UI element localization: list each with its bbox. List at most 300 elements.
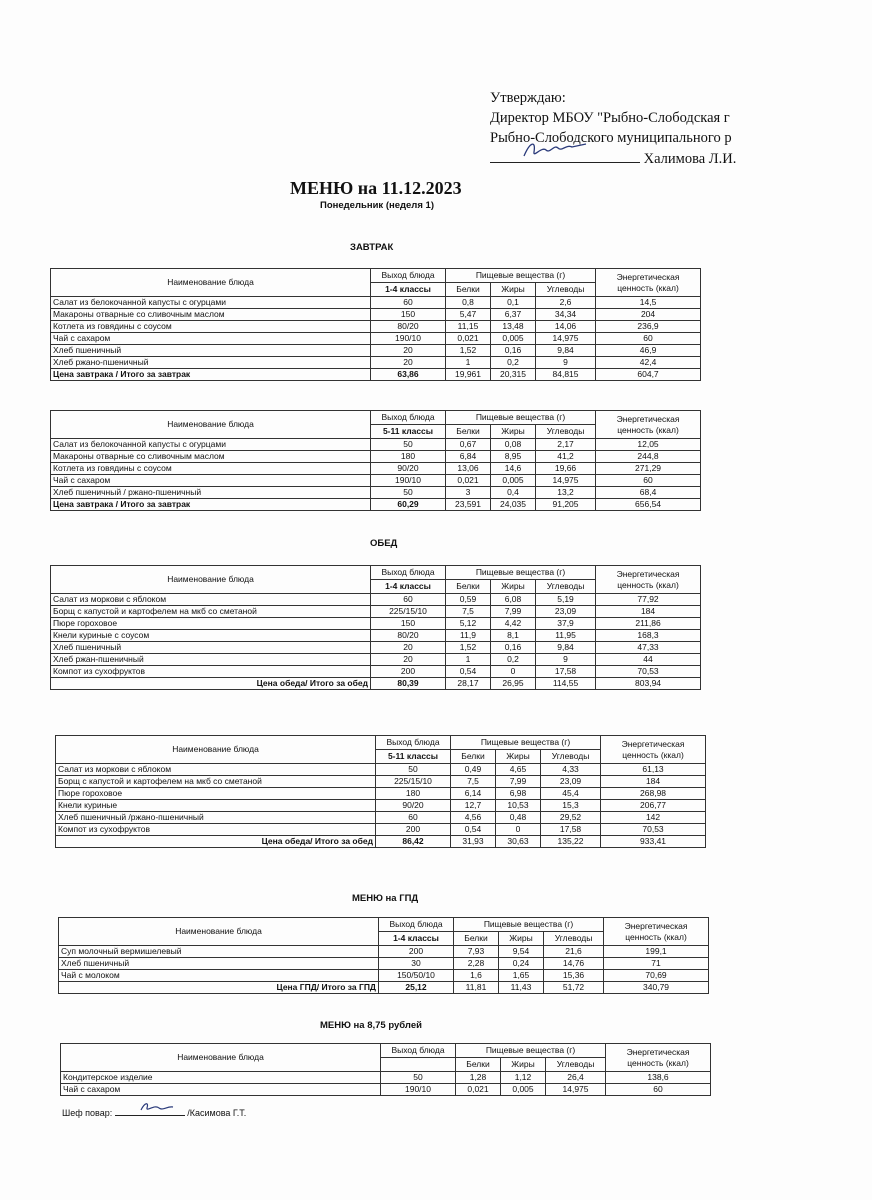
chef-label: Шеф повар: xyxy=(62,1108,113,1118)
dish-value: 20 xyxy=(371,345,446,357)
header-dish-name: Наименование блюда xyxy=(59,918,379,946)
header-energy-line2: ценность (ккал) xyxy=(617,579,679,590)
table-row xyxy=(59,946,709,958)
dish-value: 0,54 xyxy=(446,666,491,678)
dish-value: 77,92 xyxy=(596,594,701,606)
total-value: 86,42 xyxy=(376,836,451,848)
dish-name: Кнели куриные xyxy=(56,800,376,812)
dish-value: 0,59 xyxy=(446,594,491,606)
dish-name: Кнели куриные с соусом xyxy=(51,630,371,642)
lunch-table-1-4 xyxy=(50,565,701,690)
total-row xyxy=(51,678,701,690)
dish-value: 17,58 xyxy=(536,666,596,678)
header-energy-line2: ценность (ккал) xyxy=(617,424,679,435)
header-energy-line1: Энергетическая xyxy=(616,413,680,424)
dish-value: 42,4 xyxy=(596,357,701,369)
total-value: 84,815 xyxy=(536,369,596,381)
header-output: Выход блюда xyxy=(371,411,446,425)
dish-value: 0,16 xyxy=(491,642,536,654)
dish-value: 50 xyxy=(376,764,451,776)
dish-name: Макароны отварные со сливочным маслом xyxy=(51,451,371,463)
table-row xyxy=(51,618,701,630)
dish-value: 0,021 xyxy=(456,1084,501,1096)
dish-value: 184 xyxy=(596,606,701,618)
dish-value: 184 xyxy=(601,776,706,788)
dish-name: Котлета из говядины с соусом xyxy=(51,463,371,475)
dish-value: 225/15/10 xyxy=(376,776,451,788)
dish-value: 7,5 xyxy=(451,776,496,788)
table-row xyxy=(51,594,701,606)
dish-value: 1 xyxy=(446,357,491,369)
total-value: 135,22 xyxy=(541,836,601,848)
dish-value: 5,47 xyxy=(446,309,491,321)
total-value: 114,55 xyxy=(536,678,596,690)
dish-value: 1,52 xyxy=(446,642,491,654)
header-class-group: 1-4 классы xyxy=(379,932,454,946)
section-menu-875: МЕНЮ на 8,75 рублей xyxy=(320,1020,422,1031)
table-row xyxy=(51,297,701,309)
dish-value: 20 xyxy=(371,642,446,654)
total-row xyxy=(56,836,706,848)
dish-name: Хлеб ржано-пшеничный xyxy=(51,357,371,369)
header-protein: Белки xyxy=(451,750,496,764)
header-fat: Жиры xyxy=(501,1058,546,1072)
header-output: Выход блюда xyxy=(379,918,454,932)
dish-value: 138,6 xyxy=(606,1072,711,1084)
dish-value: 204 xyxy=(596,309,701,321)
total-value: 80,39 xyxy=(371,678,446,690)
dish-value: 71 xyxy=(604,958,709,970)
header-energy-line1: Энергетическая xyxy=(626,1046,690,1057)
header-energy xyxy=(596,566,701,594)
header-energy-line1: Энергетическая xyxy=(621,738,685,749)
header-energy-line2: ценность (ккал) xyxy=(627,1057,689,1068)
page-title: МЕНЮ на 11.12.2023 xyxy=(290,178,462,198)
total-value: 26,95 xyxy=(491,678,536,690)
header-class-group: 5-11 классы xyxy=(376,750,451,764)
dish-value: 13,48 xyxy=(491,321,536,333)
total-value: 23,591 xyxy=(446,499,491,511)
dish-value: 0,48 xyxy=(496,812,541,824)
header-output: Выход блюда xyxy=(381,1044,456,1058)
dish-value: 2,17 xyxy=(536,439,596,451)
total-value: 30,63 xyxy=(496,836,541,848)
header-energy-line2: ценность (ккал) xyxy=(625,931,687,942)
table-row xyxy=(61,1072,711,1084)
dish-value: 20 xyxy=(371,654,446,666)
dish-value: 200 xyxy=(371,666,446,678)
dish-value: 1,6 xyxy=(454,970,499,982)
header-energy-line2: ценность (ккал) xyxy=(622,749,684,760)
dish-value: 7,99 xyxy=(496,776,541,788)
table-row xyxy=(56,812,706,824)
header-fat: Жиры xyxy=(491,425,536,439)
table-row xyxy=(56,788,706,800)
header-fat: Жиры xyxy=(491,283,536,297)
dish-name: Кондитерское изделие xyxy=(61,1072,381,1084)
total-value: 60,29 xyxy=(371,499,446,511)
dish-value: 168,3 xyxy=(596,630,701,642)
lunch-table-5-11 xyxy=(55,735,706,848)
signature-icon xyxy=(520,138,590,162)
dish-value: 46,9 xyxy=(596,345,701,357)
table-row xyxy=(51,642,701,654)
dish-name: Котлета из говядины с соусом xyxy=(51,321,371,333)
total-row xyxy=(51,369,701,381)
dish-value: 7,93 xyxy=(454,946,499,958)
dish-value: 60 xyxy=(371,297,446,309)
dish-value: 11,95 xyxy=(536,630,596,642)
dish-value: 61,13 xyxy=(601,764,706,776)
dish-value: 80/20 xyxy=(371,630,446,642)
header-carbs: Углеводы xyxy=(546,1058,606,1072)
dish-value: 4,65 xyxy=(496,764,541,776)
dish-value: 4,56 xyxy=(451,812,496,824)
header-protein: Белки xyxy=(454,932,499,946)
table-row xyxy=(51,487,701,499)
dish-value: 70,53 xyxy=(601,824,706,836)
dish-value: 12,05 xyxy=(596,439,701,451)
dish-value: 180 xyxy=(371,451,446,463)
header-energy-line1: Энергетическая xyxy=(616,568,680,579)
dish-value: 0,2 xyxy=(491,357,536,369)
header-carbs: Углеводы xyxy=(541,750,601,764)
table-row xyxy=(51,321,701,333)
dish-value: 199,1 xyxy=(604,946,709,958)
total-value: 91,205 xyxy=(536,499,596,511)
table-row xyxy=(51,357,701,369)
dish-value: 44 xyxy=(596,654,701,666)
dish-value: 60 xyxy=(606,1084,711,1096)
dish-value: 34,34 xyxy=(536,309,596,321)
dish-value: 2,6 xyxy=(536,297,596,309)
dish-value: 206,77 xyxy=(601,800,706,812)
header-energy-line1: Энергетическая xyxy=(624,920,688,931)
dish-value: 12,7 xyxy=(451,800,496,812)
header-nutrients: Пищевые вещества (г) xyxy=(456,1044,606,1058)
dish-value: 190/10 xyxy=(371,475,446,487)
dish-value: 17,58 xyxy=(541,824,601,836)
table-row xyxy=(51,345,701,357)
header-nutrients: Пищевые вещества (г) xyxy=(446,269,596,283)
dish-name: Хлеб пшеничный xyxy=(51,642,371,654)
table-row xyxy=(51,333,701,345)
dish-value: 1,12 xyxy=(501,1072,546,1084)
dish-value: 0,021 xyxy=(446,333,491,345)
dish-value: 19,66 xyxy=(536,463,596,475)
table-row xyxy=(51,439,701,451)
total-row xyxy=(51,499,701,511)
dish-value: 8,1 xyxy=(491,630,536,642)
dish-value: 0,1 xyxy=(491,297,536,309)
gpd-table xyxy=(58,917,709,994)
total-value: 11,81 xyxy=(454,982,499,994)
total-row xyxy=(59,982,709,994)
section-gpd: МЕНЮ на ГПД xyxy=(352,893,419,904)
dish-value: 60 xyxy=(596,333,701,345)
header-nutrients: Пищевые вещества (г) xyxy=(454,918,604,932)
dish-value: 20 xyxy=(371,357,446,369)
dish-value: 8,95 xyxy=(491,451,536,463)
header-energy xyxy=(596,411,701,439)
header-output: Выход блюда xyxy=(371,566,446,580)
dish-value: 200 xyxy=(376,824,451,836)
dish-value: 7,99 xyxy=(491,606,536,618)
header-energy xyxy=(596,269,701,297)
total-value: 63,86 xyxy=(371,369,446,381)
dish-value: 14,975 xyxy=(546,1084,606,1096)
dish-value: 0,2 xyxy=(491,654,536,666)
table-row xyxy=(51,606,701,618)
total-label: Цена обеда/ Итого за обед xyxy=(51,678,371,690)
dish-value: 190/10 xyxy=(381,1084,456,1096)
total-value: 803,94 xyxy=(596,678,701,690)
dish-name: Борщ с капустой и картофелем на мкб со сметаной xyxy=(51,606,371,618)
dish-value: 0,8 xyxy=(446,297,491,309)
header-nutrients: Пищевые вещества (г) xyxy=(446,566,596,580)
dish-value: 11,9 xyxy=(446,630,491,642)
dish-value: 6,08 xyxy=(491,594,536,606)
signature xyxy=(490,148,640,163)
header-energy xyxy=(604,918,709,946)
dish-value: 0,08 xyxy=(491,439,536,451)
dish-value: 0,005 xyxy=(491,333,536,345)
dish-value: 236,9 xyxy=(596,321,701,333)
dish-value: 9 xyxy=(536,357,596,369)
dish-value: 0,4 xyxy=(491,487,536,499)
header-nutrients: Пищевые вещества (г) xyxy=(446,411,596,425)
header-class-group: 1-4 классы xyxy=(371,580,446,594)
header-energy-line1: Энергетическая xyxy=(616,271,680,282)
table-row xyxy=(51,463,701,475)
approve-director: Директор МБОУ "Рыбно-Слободская г xyxy=(490,110,730,126)
dish-value: 14,975 xyxy=(536,333,596,345)
breakfast-table-5-11 xyxy=(50,410,701,511)
dish-name: Чай с сахаром xyxy=(51,333,371,345)
header-fat: Жиры xyxy=(491,580,536,594)
total-label: Цена завтрака / Итого за завтрак xyxy=(51,369,371,381)
approve-name: Халимова Л.И. xyxy=(643,151,737,167)
header-energy-line2: ценность (ккал) xyxy=(617,282,679,293)
total-value: 51,72 xyxy=(544,982,604,994)
dish-name: Салат из моркови с яблоком xyxy=(56,764,376,776)
dish-value: 50 xyxy=(371,487,446,499)
dish-name: Салат из белокочанной капусты с огурцами xyxy=(51,297,371,309)
table-row xyxy=(56,776,706,788)
dish-value: 180 xyxy=(376,788,451,800)
dish-value: 6,98 xyxy=(496,788,541,800)
dish-value: 60 xyxy=(596,475,701,487)
table-row xyxy=(56,764,706,776)
approve-municipality: Рыбно-Слободского муниципального р xyxy=(490,130,732,146)
dish-name: Чай с сахаром xyxy=(61,1084,381,1096)
total-value: 28,17 xyxy=(446,678,491,690)
dish-name: Хлеб пшеничный xyxy=(51,345,371,357)
dish-value: 50 xyxy=(381,1072,456,1084)
dish-value: 14,06 xyxy=(536,321,596,333)
total-value: 604,7 xyxy=(596,369,701,381)
dish-value: 23,09 xyxy=(536,606,596,618)
table-row xyxy=(51,309,701,321)
page-subtitle: Понедельник (неделя 1) xyxy=(320,200,434,211)
header-nutrients: Пищевые вещества (г) xyxy=(451,736,601,750)
table-row xyxy=(51,451,701,463)
total-value: 20,315 xyxy=(491,369,536,381)
total-value: 31,93 xyxy=(451,836,496,848)
header-carbs: Углеводы xyxy=(536,283,596,297)
dish-value: 15,36 xyxy=(544,970,604,982)
section-lunch: ОБЕД xyxy=(370,538,398,549)
dish-value: 142 xyxy=(601,812,706,824)
dish-value: 37,9 xyxy=(536,618,596,630)
dish-value: 1,52 xyxy=(446,345,491,357)
header-output: Выход блюда xyxy=(371,269,446,283)
header-protein: Белки xyxy=(446,283,491,297)
header-fat: Жиры xyxy=(499,932,544,946)
table-row xyxy=(51,666,701,678)
header-carbs: Углеводы xyxy=(536,580,596,594)
dish-value: 1,65 xyxy=(499,970,544,982)
header-dish-name: Наименование блюда xyxy=(51,269,371,297)
total-label: Цена обеда/ Итого за обед xyxy=(56,836,376,848)
dish-value: 9,54 xyxy=(499,946,544,958)
dish-value: 14,6 xyxy=(491,463,536,475)
dish-value: 13,06 xyxy=(446,463,491,475)
dish-value: 1 xyxy=(446,654,491,666)
dish-value: 90/20 xyxy=(371,463,446,475)
dish-value: 6,84 xyxy=(446,451,491,463)
dish-value: 200 xyxy=(379,946,454,958)
dish-value: 11,15 xyxy=(446,321,491,333)
header-energy xyxy=(606,1044,711,1072)
dish-value: 10,53 xyxy=(496,800,541,812)
footer xyxy=(62,1106,246,1118)
menu-875-table xyxy=(60,1043,711,1096)
dish-value: 21,6 xyxy=(544,946,604,958)
section-breakfast: ЗАВТРАК xyxy=(350,242,394,253)
dish-value: 14,975 xyxy=(536,475,596,487)
header-carbs: Углеводы xyxy=(536,425,596,439)
table-row xyxy=(59,970,709,982)
total-value: 933,41 xyxy=(601,836,706,848)
total-value: 656,54 xyxy=(596,499,701,511)
total-value: 24,035 xyxy=(491,499,536,511)
dish-value: 2,28 xyxy=(454,958,499,970)
approve-signature-line xyxy=(490,148,736,169)
dish-value: 60 xyxy=(376,812,451,824)
dish-value: 30 xyxy=(379,958,454,970)
header-carbs: Углеводы xyxy=(544,932,604,946)
header-output: Выход блюда xyxy=(376,736,451,750)
dish-value: 90/20 xyxy=(376,800,451,812)
dish-value: 6,37 xyxy=(491,309,536,321)
header-dish-name: Наименование блюда xyxy=(61,1044,381,1072)
header-class-group xyxy=(381,1058,456,1072)
dish-value: 41,2 xyxy=(536,451,596,463)
dish-value: 0,16 xyxy=(491,345,536,357)
dish-value: 68,4 xyxy=(596,487,701,499)
approve-label: Утверждаю: xyxy=(490,90,566,106)
table-row xyxy=(61,1084,711,1096)
dish-name: Суп молочный вермишелевый xyxy=(59,946,379,958)
approval-block xyxy=(490,88,736,169)
total-label: Цена завтрака / Итого за завтрак xyxy=(51,499,371,511)
dish-value: 70,53 xyxy=(596,666,701,678)
dish-value: 47,33 xyxy=(596,642,701,654)
dish-value: 150 xyxy=(371,309,446,321)
dish-value: 4,33 xyxy=(541,764,601,776)
total-value: 11,43 xyxy=(499,982,544,994)
dish-name: Макароны отварные со сливочным маслом xyxy=(51,309,371,321)
dish-name: Салат из белокочанной капусты с огурцами xyxy=(51,439,371,451)
header-class-group: 5-11 классы xyxy=(371,425,446,439)
chef-name: /Касимова Г.Т. xyxy=(187,1108,247,1118)
breakfast-table-1-4 xyxy=(50,268,701,381)
dish-value: 225/15/10 xyxy=(371,606,446,618)
dish-value: 5,19 xyxy=(536,594,596,606)
dish-value: 1,28 xyxy=(456,1072,501,1084)
header-fat: Жиры xyxy=(496,750,541,764)
header-protein: Белки xyxy=(456,1058,501,1072)
table-row xyxy=(59,958,709,970)
dish-value: 7,5 xyxy=(446,606,491,618)
header-dish-name: Наименование блюда xyxy=(56,736,376,764)
dish-name: Компот из сухофруктов xyxy=(51,666,371,678)
total-value: 340,79 xyxy=(604,982,709,994)
dish-value: 0,24 xyxy=(499,958,544,970)
header-dish-name: Наименование блюда xyxy=(51,566,371,594)
dish-value: 14,5 xyxy=(596,297,701,309)
dish-value: 9,84 xyxy=(536,345,596,357)
table-row xyxy=(56,800,706,812)
dish-value: 150 xyxy=(371,618,446,630)
header-class-group: 1-4 классы xyxy=(371,283,446,297)
dish-value: 0,67 xyxy=(446,439,491,451)
dish-value: 0,005 xyxy=(491,475,536,487)
dish-value: 70,69 xyxy=(604,970,709,982)
header-protein: Белки xyxy=(446,580,491,594)
dish-value: 60 xyxy=(371,594,446,606)
dish-name: Компот из сухофруктов xyxy=(56,824,376,836)
total-value: 19,961 xyxy=(446,369,491,381)
dish-value: 15,3 xyxy=(541,800,601,812)
dish-value: 0,021 xyxy=(446,475,491,487)
table-row xyxy=(51,654,701,666)
dish-value: 0,005 xyxy=(501,1084,546,1096)
header-energy xyxy=(601,736,706,764)
dish-name: Хлеб пшеничный xyxy=(59,958,379,970)
dish-name: Салат из моркови с яблоком xyxy=(51,594,371,606)
dish-value: 26,4 xyxy=(546,1072,606,1084)
dish-value: 80/20 xyxy=(371,321,446,333)
dish-value: 0 xyxy=(496,824,541,836)
header-protein: Белки xyxy=(446,425,491,439)
dish-value: 268,98 xyxy=(601,788,706,800)
dish-name: Пюре гороховое xyxy=(51,618,371,630)
dish-value: 4,42 xyxy=(491,618,536,630)
dish-value: 45,4 xyxy=(541,788,601,800)
dish-name: Чай с сахаром xyxy=(51,475,371,487)
dish-value: 150/50/10 xyxy=(379,970,454,982)
dish-value: 190/10 xyxy=(371,333,446,345)
dish-value: 13,2 xyxy=(536,487,596,499)
dish-name: Хлеб пшеничный /ржано-пшеничный xyxy=(56,812,376,824)
dish-value: 211,86 xyxy=(596,618,701,630)
dish-value: 271,29 xyxy=(596,463,701,475)
table-row xyxy=(51,475,701,487)
dish-value: 29,52 xyxy=(541,812,601,824)
dish-value: 244,8 xyxy=(596,451,701,463)
